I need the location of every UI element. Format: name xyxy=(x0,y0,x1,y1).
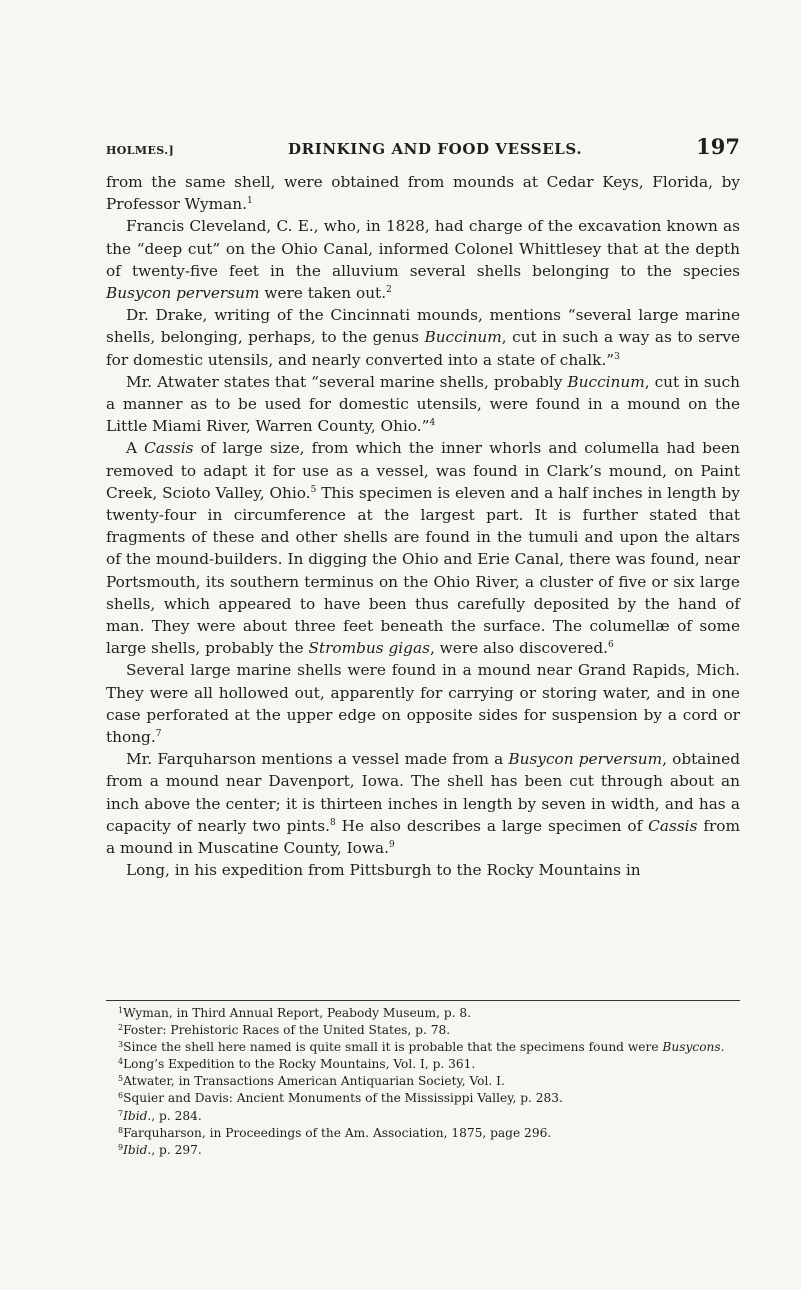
running-header xyxy=(106,134,740,159)
text-run: Foster: Prehistoric Races of the United States, p. 78. xyxy=(123,1023,451,1038)
footnote xyxy=(106,1142,740,1159)
footnote-marker: 5 xyxy=(310,484,317,495)
footnote-marker: 1 xyxy=(246,196,253,207)
body-paragraph xyxy=(106,171,740,215)
footnote-divider xyxy=(106,1000,740,1001)
text-run: Several large marine shells were found in a mound near Grand Rapids, Mich. They were all hollowed out, apparently for carrying or storing water, and in one case perforated at the upper edge on opposite sides for suspension by a cord or thong. xyxy=(106,661,740,747)
text-run: Francis Cleveland, C. E., who, in 1828, had charge of the excavation known as the “deep cut” on the Ohio Canal, informed Colonel Whittlesey that at the depth of twenty-five feet in the alluvium several shells belonging to the species xyxy=(106,217,740,280)
text-run: , obtained from a mound near Davenport, Iowa. The shell has been cut through about an inch above the center; it is thirteen inches in length by seven in width, and has a capacity of nearly two pints. xyxy=(106,750,740,835)
footnote xyxy=(106,1056,740,1073)
body-paragraph xyxy=(106,215,740,304)
text-run: Farquharson, in Proceedings of the Am. Association, 1875, page 296. xyxy=(123,1125,552,1140)
body-paragraph xyxy=(106,859,740,881)
text-run: Mr. Atwater states that “several marine shells, probably xyxy=(126,372,568,391)
footnote xyxy=(106,1125,740,1142)
text-run: Atwater, in Transactions American Antiquarian Society, Vol. I. xyxy=(123,1074,505,1089)
footnote xyxy=(106,1108,740,1125)
footnote-marker: 5 xyxy=(118,1074,124,1084)
text-run: Since the shell here named is quite small it is probable that the specimens found were xyxy=(123,1040,663,1055)
italic-text: Busycon perversum xyxy=(106,284,260,303)
italic-text: Ibid. xyxy=(123,1142,152,1157)
header-title: DRINKING AND FOOD VESSELS. xyxy=(288,140,583,158)
text-run: Squier and Davis: Ancient Monuments of the Mississippi Valley, p. 283. xyxy=(123,1091,563,1106)
footnote-marker: 4 xyxy=(429,418,436,429)
footnote-marker: 6 xyxy=(608,640,614,651)
footnote-marker: 7 xyxy=(155,729,162,740)
text-run: , were also discovered. xyxy=(429,639,609,658)
italic-text: Buccinum xyxy=(567,372,645,391)
text-run: from a mound in Muscatine County, Iowa. xyxy=(106,816,741,858)
page-number: 197 xyxy=(696,134,740,159)
text-run: , cut in such a manner as to be used for domestic utensils, were found in a mound on the Little Miami River, Warren County, Ohio.” xyxy=(106,372,740,436)
footnote-marker: 8 xyxy=(329,817,336,828)
body-paragraph xyxy=(106,304,740,371)
footnote-marker: 6 xyxy=(118,1091,124,1101)
italic-text: Cassis xyxy=(648,816,698,835)
text-run: of large size, from which the inner whorls and columella had been removed to adapt it for use as a vessel, was found in Clark’s mound, on Paint Creek, Scioto Valley, Ohio. xyxy=(106,439,740,502)
footnote-marker: 2 xyxy=(118,1023,124,1033)
footnote-marker: 2 xyxy=(386,285,392,296)
footnote-marker: 3 xyxy=(614,351,620,362)
footnote-marker: 9 xyxy=(388,840,395,851)
text-run: , p. 284. xyxy=(151,1108,202,1123)
italic-text: Buccinum xyxy=(424,328,502,347)
text-run: from the same shell, were obtained from mounds at Cedar Keys, Florida, by Professor Wyman. xyxy=(106,173,740,214)
text-run: Long, in his expedition from Pittsburgh to the Rocky Mountains in xyxy=(126,861,641,880)
body-paragraph xyxy=(106,437,740,659)
footnote xyxy=(106,1022,740,1039)
footnote-marker: 3 xyxy=(118,1040,124,1050)
text-run: A xyxy=(126,439,145,458)
italic-text: Busycons. xyxy=(662,1040,725,1055)
text-run: were taken out. xyxy=(259,284,387,303)
footnotes xyxy=(106,1005,740,1159)
text-run: He also describes a large specimen of xyxy=(335,816,649,835)
body-paragraph xyxy=(106,659,740,748)
text-run: Wyman, in Third Annual Report, Peabody Museum, p. 8. xyxy=(123,1006,472,1020)
footnote-marker: 1 xyxy=(118,1006,124,1015)
text-run: Dr. Drake, writing of the Cincinnati mounds, mentions “several large marine shells, belonging, perhaps, to the genus xyxy=(106,306,740,347)
footnote-marker: 7 xyxy=(118,1108,124,1118)
footnote-marker: 8 xyxy=(118,1125,124,1135)
footnote xyxy=(106,1039,740,1056)
footnote xyxy=(106,1073,740,1090)
italic-text: Ibid. xyxy=(123,1108,152,1123)
italic-text: Busycon perversum xyxy=(508,750,663,769)
footnote xyxy=(106,1005,740,1022)
text-run: Long’s Expedition to the Rocky Mountains, Vol. I, p. 361. xyxy=(123,1057,476,1072)
italic-text: Strombus gigas xyxy=(308,639,430,658)
text-run: This specimen is eleven and a half inches in length by twenty-four in circumference at the largest part. It is further stated that fragments of these and other shells are found in the tumuli and upon the altars of the mound-builders. In digging the Ohio and Erie Canal, there was found, near Portsmouth, its southern terminus on the Ohio River, a cluster of five or six large shells, which appeared to have been thus carefully deposited by the hand of man. They were about three feet beneath the surface. The columellæ of some large shells, probably the xyxy=(106,483,740,658)
header-author: HOLMES.] xyxy=(106,144,175,157)
text-run: , p. 297. xyxy=(151,1142,202,1157)
italic-text: Cassis xyxy=(144,439,194,458)
footnote-marker: 4 xyxy=(118,1057,124,1067)
body-text xyxy=(106,171,740,882)
text-run: Mr. Farquharson mentions a vessel made from a xyxy=(126,750,509,769)
footnote-marker: 9 xyxy=(118,1142,124,1152)
body-paragraph xyxy=(106,748,740,859)
footnote xyxy=(106,1090,740,1107)
text-run: , cut in such a way as to serve for domestic utensils, and nearly converted into a state of chalk.” xyxy=(106,328,740,369)
body-paragraph xyxy=(106,371,740,438)
